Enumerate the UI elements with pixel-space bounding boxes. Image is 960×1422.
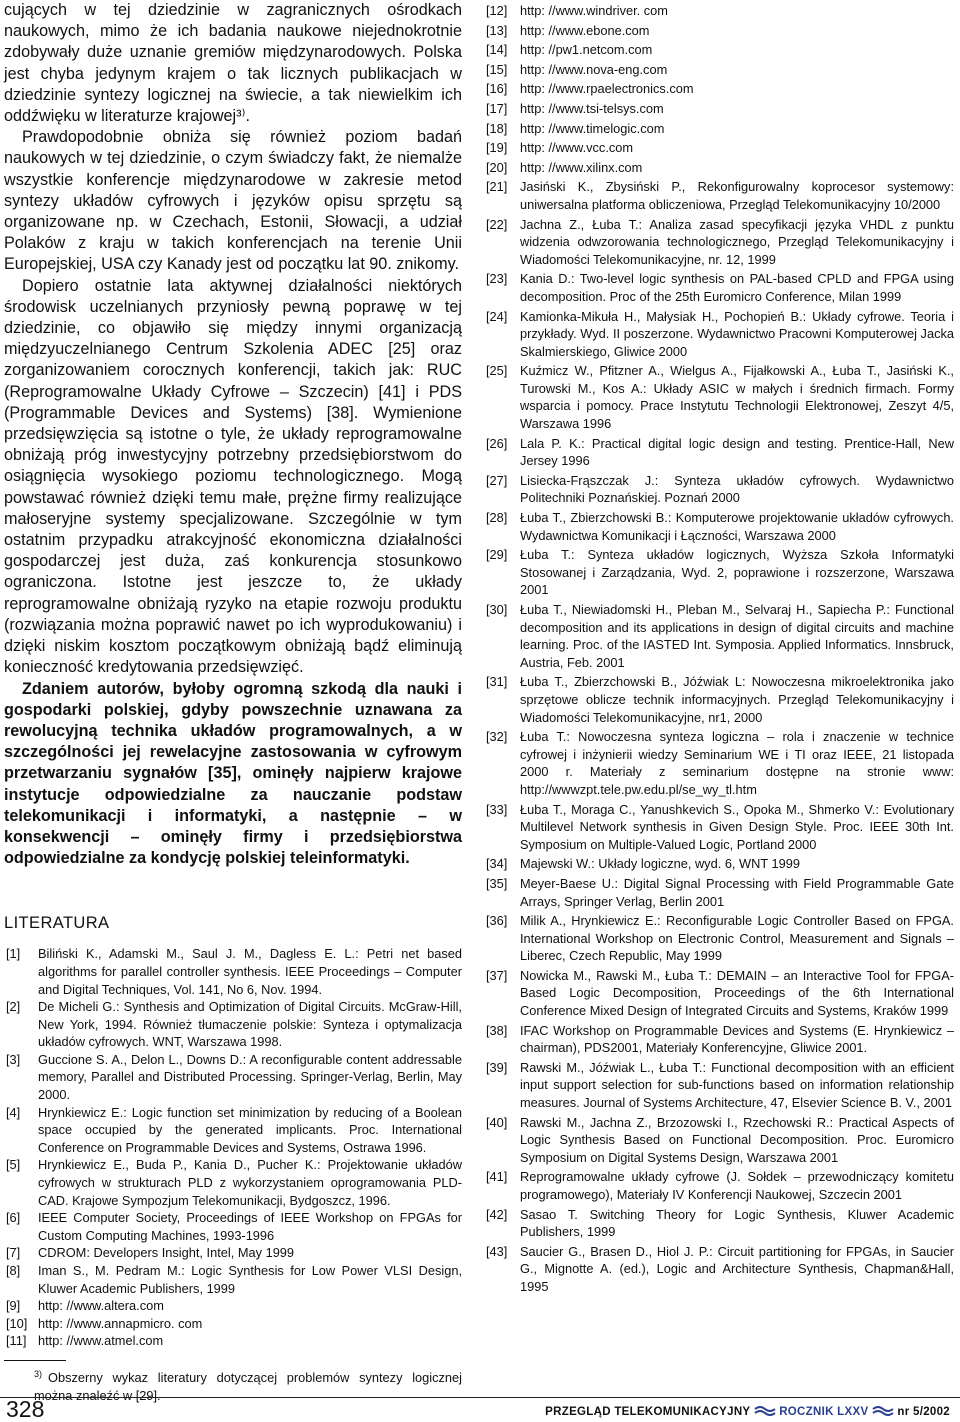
reference-text: Rawski M., Jachna Z., Brzozowski I., Rzechowski R.: Practical Aspects of Logic Synthesis Based on Functional Decomposition. Proc. Euromicro Symposium on Digital Systems Design, Warszawa 2001 xyxy=(520,1114,954,1165)
reference-number: [16] xyxy=(486,81,508,97)
reference-number: [19] xyxy=(486,140,508,156)
reference-text: http: //www.vcc.com xyxy=(520,140,634,156)
reference-number: [40] xyxy=(486,1114,508,1130)
reference-number: [5] xyxy=(6,1157,21,1173)
reference-item xyxy=(486,216,954,269)
reference-number: [41] xyxy=(486,1169,508,1185)
reference-item xyxy=(486,855,954,873)
reference-text: De Micheli G.: Synthesis and Optimization of Digital Circuits. McGraw-Hill, New York, 1994. Również tłumaczenie polskie: Synteza i optymalizacja układów cyfrowych. WNT, Warszawa 1998. xyxy=(38,999,462,1050)
reference-item xyxy=(486,875,954,910)
reference-number: [31] xyxy=(486,674,508,690)
reference-text: http: //www.altera.com xyxy=(38,1298,164,1314)
wave-logo-icon xyxy=(872,1405,894,1420)
reference-text: Sasao T. Switching Theory for Logic Synthesis, Kluwer Academic Publishers, 1999 xyxy=(520,1206,954,1240)
reference-number: [27] xyxy=(486,472,508,488)
reference-number: [10] xyxy=(6,1315,28,1331)
reference-text: http: //www.xilinx.com xyxy=(520,159,643,175)
reference-text: Jasiński K., Zbysiński P., Rekonfigurowalny koprocesor systemowy: uniwersalna platforma obliczeniowa, Przegląd Telekomunikacyjny 10/2000 xyxy=(520,179,954,212)
reference-item xyxy=(486,159,954,177)
reference-number: [8] xyxy=(6,1263,21,1279)
right-column xyxy=(486,0,954,1296)
reference-text: IEEE Computer Society, Proceedings of IEEE Workshop on FPGAs for Custom Computing Machines, 1993-1996 xyxy=(38,1210,462,1243)
footnote-text: Obszerny wykaz literatury dotyczącej problemów syntezy logicznej można znaleźć w [29]. xyxy=(34,1369,462,1403)
reference-text: Meyer-Baese U.: Digital Signal Processing with Field Programmable Gate Arrays, Springer Verlag, Berlin 2001 xyxy=(520,875,954,909)
left-column xyxy=(4,0,462,1404)
reference-number: [7] xyxy=(6,1245,21,1261)
reference-item xyxy=(4,1297,462,1315)
reference-item xyxy=(486,22,954,40)
reference-item xyxy=(486,178,954,213)
reference-list-right xyxy=(486,2,954,1296)
reference-text: Łuba T.: Synteza układów logicznych, Wyższa Szkoła Informatyki Stosowanej i Zarządzania, Wyd. 2, poprawione i rozszerzone, Warszawa 2001 xyxy=(520,547,954,598)
reference-item xyxy=(486,41,954,59)
reference-text: Kamionka-Mikuła H., Małysiak H., Pochopień B.: Układy cyfrowe. Teoria i przykłady. Wyd. II poszerzone. Wydawnictwo Pracowni Komputerowej Jacka Skalmierskiego, Gliwice 2000 xyxy=(520,308,954,359)
reference-text: Kania D.: Two-level logic synthesis on PAL-based CPLD and FPGA using decomposition. Proc of the 25th Euromicro Conference, Milan 1999 xyxy=(520,271,954,304)
reference-number: [37] xyxy=(486,967,508,983)
reference-text: Saucier G., Brasen D., Hiol J. P.: Circuit partitioning for FPGAs, in Saucier G., Mignotte A. (ed.), Logic and Architecture Synthesis, Chapman&Hall, 1995 xyxy=(520,1243,954,1294)
body-paragraph-3: Dopiero ostatnie lata aktywnej działalności niektórych środowisk uczelnianych przyniosły pewną poprawę w tej dziedzinie, co objawiło się między innymi organizacją międzyuczelnianego Centrum Szkolenia ADEC [25] oraz zorganizowaniem corocznych konferencji, takich jak: RUC (Reprogramowalne Układy Cyfrowe – Szczecin) [41] i PDS (Programmable Devices and Systems) [38]. Wymienione przedsięwzięcia są istotne o tyle, że układy reprogramowalne obniżają próg inwestycyjny potrzebny przedsiębiorstwom do osiągnięcia wysokiego poziomu technologicznego. Mogą powstawać również dzięki temu małe, prężne firmy realizujące małoseryjne systemy specjalizowane. Szczególnie w tym ostatnim przypadku atrakcyjność ekonomiczna działalności gospodarczej jest duża, zaś konkurencja stosunkowo ograniczona. Istotne jest jeszcze to, że układy reprogramowalne obniżają ryzyko na etapie rozwoju produktu (rozwiązania można poprawić nawet po ich wyprodukowaniu) i dzięki niskim kosztom początkowym obniżają bądź eliminują konieczność kredytowania przedsięwzięć. xyxy=(4,276,462,677)
reference-item xyxy=(486,509,954,544)
reference-text: CDROM: Developers Insight, Intel, May 1999 xyxy=(38,1245,295,1261)
reference-number: [23] xyxy=(486,271,508,287)
reference-number: [11] xyxy=(6,1333,27,1349)
reference-item xyxy=(486,1059,954,1112)
reference-item xyxy=(486,1168,954,1203)
reference-number: [29] xyxy=(486,547,508,563)
reference-text: http: //www.tsi-telsys.com xyxy=(520,100,664,116)
reference-number: [43] xyxy=(486,1243,508,1259)
wave-logo-icon xyxy=(754,1405,776,1420)
reference-text: Łuba T., Zbierzchowski B., Jóźwiak L: Nowoczesna mikroelektronika jako sprzętowe oblicze technik informacyjnych. Przegląd Telekomunikacyjny i Wiadomości Telekomunikacyjne, nr1, 2000 xyxy=(520,674,954,725)
references-heading: LITERATURA xyxy=(4,914,110,933)
reference-text: http: //pw1.netcom.com xyxy=(520,42,653,58)
reference-item xyxy=(486,912,954,965)
reference-item xyxy=(4,1104,462,1157)
reference-text: http: //www.rpaelectronics.com xyxy=(520,81,694,97)
reference-item xyxy=(4,1315,462,1333)
reference-number: [35] xyxy=(486,875,508,891)
reference-number: [2] xyxy=(6,999,21,1015)
reference-text: http: //www.annapmicro. com xyxy=(38,1315,203,1331)
reference-item xyxy=(486,472,954,507)
reference-item xyxy=(486,362,954,432)
reference-number: [32] xyxy=(486,729,508,745)
reference-text: IFAC Workshop on Programmable Devices and Systems (E. Hrynkiewicz – chairman), PDS2001, Materiały Konferencyjne, Gliwice 2001. xyxy=(520,1022,954,1056)
reference-number: [1] xyxy=(6,946,21,962)
reference-number: [18] xyxy=(486,120,508,136)
reference-text: Rawski M., Jóźwiak L., Łuba T.: Functional decomposition with an efficient input support selection for sub-functions based on information relationship measures. Journal of Systems Architecture, 47, Elsevier Science B. V., 2001 xyxy=(520,1059,954,1111)
reference-text: Guccione S. A., Delon L., Downs D.: A reconfigurable content addressable memory, Parallel and Distributed Processing. Springer-Verlag, Berlin, May 2000. xyxy=(38,1051,462,1103)
reference-text: Nowicka M., Rawski M., Łuba T.: DEMAIN – an Interactive Tool for FPGA-Based Logic Decomposition, Proceedings of the 6th International Conference Mixed Design of Integrated Circuits and Systems, Kraków 1999 xyxy=(520,967,954,1019)
reference-item xyxy=(486,100,954,118)
reference-text: Lisiecka-Frąszczak J.: Synteza układów cyfrowych. Wydawnictwo Politechniki Poznańskiej. Poznań 2000 xyxy=(520,472,954,506)
reference-number: [39] xyxy=(486,1059,508,1075)
journal-issue: nr 5/2002 xyxy=(897,1406,950,1418)
reference-text: http: //www.timelogic.com xyxy=(520,120,665,136)
reference-item xyxy=(486,308,954,361)
reference-text: Łuba T., Moraga C., Yanushkevich S., Opoka M., Shmerko V.: Evolutionary Multilevel Network synthesis in Given Design Style. Proc. IEEE 30th Int. Symposium on Multiple-Valued Logic, Portland 2000 xyxy=(520,801,954,852)
reference-item xyxy=(486,139,954,157)
reference-item xyxy=(4,945,462,998)
reference-list-left xyxy=(4,945,462,1350)
reference-text: Majewski W.: Układy logiczne, wyd. 6, WNT 1999 xyxy=(520,856,800,872)
reference-item xyxy=(4,1244,462,1262)
reference-item xyxy=(486,967,954,1020)
reference-number: [22] xyxy=(486,216,508,232)
reference-number: [13] xyxy=(486,22,508,38)
conclusion-paragraph: Zdaniem autorów, byłoby ogromną szkodą dla nauki i gospodarki polskiej, gdyby powszechnie uznawana za rewolucyjną technika układów programowalnych, a w szczególności jej rewelacyjne zastosowania w cyfrowym przetwarzaniu sygnałów [35], ominęły najpierw krajowe instytucje odpowiedzialne za nauczanie podstaw telekomunikacji i informatyki, a następnie – w konsekwencji – ominęły firmy i przedsiębiorstwa odpowiedzialne za kondycję polskiej teleinformatyki. xyxy=(4,679,462,868)
footnote xyxy=(4,1369,462,1404)
journal-name: PRZEGLĄD TELEKOMUNIKACYJNY xyxy=(545,1406,751,1418)
reference-item xyxy=(486,1022,954,1057)
reference-item xyxy=(4,998,462,1051)
reference-number: [15] xyxy=(486,61,508,77)
reference-number: [33] xyxy=(486,801,508,817)
reference-number: [12] xyxy=(486,3,508,18)
reference-item xyxy=(486,801,954,854)
reference-text: http: //www.windriver. com xyxy=(520,3,668,18)
reference-number: [3] xyxy=(6,1051,21,1067)
reference-text: Kuźmicz W., Pfitzner A., Wielgus A., Fijałkowski A., Łuba T., Jasiński K., Turowski M., Kos A.: Układy ASIC w małych i średnich firmach. Formy wsparcia i pomocy. Prace Instytutu Technologii Elektronowej, Zeszyt 4/5, Warszawa 1996 xyxy=(520,363,954,432)
reference-item xyxy=(4,1156,462,1209)
body-paragraph-2: Prawdopodobnie obniża się również poziom badań naukowych w tej dziedzinie, o czym świadczy fakt, że niemalże wszystkie konferencje międzynarodowe w zakresie metod syntezy układów cyfrowych i języków opisu sprzętu są organizowane np. w Czechach, Estonii, Słowacji, a udział Polaków z kraju w takich konferencjach na terenie Unii Europejskiej, USA czy Kanady jest od początku lat 90. znikomy. xyxy=(4,128,462,274)
reference-item xyxy=(4,1262,462,1297)
reference-number: [34] xyxy=(486,856,508,872)
footnote-mark: 3) xyxy=(34,1368,43,1379)
reference-number: [24] xyxy=(486,308,508,324)
reference-number: [14] xyxy=(486,42,508,58)
reference-text: Hrynkiewicz E., Buda P., Kania D., Pucher K.: Projektowanie układów cyfrowych w strukturach PLD z wykorzystaniem oprogramowania PLD-CAD. Krajowe Sympozjum Telekomunikacji, Bydgoszcz, 1996. xyxy=(38,1157,462,1208)
footnote-divider xyxy=(4,1360,66,1361)
body-paragraph-1: cujących w tej dziedzinie w zagranicznych ośrodkach naukowych, mimo że ich badania naukowe niejednokrotnie zdobywały duże uznanie gremiów międzynarodowych. Polska jest chyba jedynym krajem o tak licznych publikacjach w dziedzinie syntezy logicznej na świecie, a tak niewielkim ich oddźwięku w literaturze krajowej³⁾. xyxy=(4,1,462,126)
journal-footer xyxy=(545,1405,950,1420)
reference-number: [26] xyxy=(486,435,508,451)
reference-item xyxy=(486,435,954,470)
reference-number: [36] xyxy=(486,913,508,929)
reference-number: [4] xyxy=(6,1104,21,1120)
reference-item xyxy=(4,1332,462,1350)
reference-text: http: //www.ebone.com xyxy=(520,22,650,38)
page-number: 328 xyxy=(6,1396,45,1422)
reference-text: http: //www.atmel.com xyxy=(38,1333,164,1349)
reference-item xyxy=(486,120,954,138)
reference-number: [9] xyxy=(6,1298,21,1314)
reference-text: Jachna Z., Łuba T.: Analiza zasad specyfikacji języka VHDL z punktu widzenia odwzorowania technologicznego, Przegląd Telekomunikacyjny i Wiadomości Telekomunikacyjne, nr. 12, 1999 xyxy=(520,216,954,267)
reference-number: [38] xyxy=(486,1022,508,1038)
reference-text: Iman S., M. Pedram M.: Logic Synthesis for Low Power VLSI Design, Kluwer Academic Publishers, 1999 xyxy=(38,1263,462,1296)
reference-item xyxy=(486,61,954,79)
reference-number: [6] xyxy=(6,1210,21,1226)
reference-text: Biliński K., Adamski M., Saul J. M., Dagless E. L.: Petri net based algorithms for parallel controller synthesis. IEEE Proceedings – Computer and Digital Techniques, Vol. 141, No 6, Nov. 1994. xyxy=(38,946,462,997)
reference-item xyxy=(486,546,954,599)
reference-text: Łuba T.: Nowoczesna synteza logiczna – rola i znaczenie w technice cyfrowej i inżynierii wiedzy Seminarium WE i TI oraz IEEE, 21 listopada 2000 r. Materiały z seminarium dostępne na stronie www: http://wwwzpt.tele.pw.edu.pl/se_wy_tl.htm xyxy=(520,729,954,797)
reference-text: Hrynkiewicz E.: Logic function set minimization by reducing of a Boolean space occupied by the generated implicants. Proc. International Conference on Programmable Devices and Systems, Ostrawa 1996. xyxy=(38,1104,462,1155)
reference-item xyxy=(486,1206,954,1241)
reference-number: [30] xyxy=(486,602,508,617)
reference-number: [21] xyxy=(486,179,508,195)
reference-item xyxy=(486,601,954,671)
reference-number: [20] xyxy=(486,159,508,175)
reference-text: Łuba T., Niewiadomski H., Pleban M., Selvaraj H., Sapiecha P.: Functional decomposition and its applications in design of digital circuits and machine learning. Proc. of the IASTED Int. Symposia. Applied Informatics. Innsbruck, Austria, Feb. 2001 xyxy=(520,602,954,670)
reference-number: [42] xyxy=(486,1206,508,1222)
reference-text: http: //www.nova-eng.com xyxy=(520,61,668,77)
reference-text: Milik A., Hrynkiewicz E.: Reconfigurable Logic Controller Based on FPGA. International Workshop on Electronic Control, Measurement and Signals – Liberec, Czech Republic, May 1999 xyxy=(520,913,954,964)
reference-number: [17] xyxy=(486,100,508,116)
reference-item xyxy=(486,270,954,305)
reference-item xyxy=(486,80,954,98)
reference-item xyxy=(486,2,954,20)
reference-item xyxy=(4,1209,462,1244)
reference-number: [28] xyxy=(486,510,508,526)
journal-volume: ROCZNIK LXXV xyxy=(779,1406,869,1418)
reference-text: Lala P. K.: Practical digital logic design and testing. Prentice-Hall, New Jersey 1996 xyxy=(520,435,954,469)
reference-number: [25] xyxy=(486,363,508,379)
reference-text: Reprogramowalne układy cyfrowe (J. Sołdek – przewodniczący komitetu programowego), Materiały IV Konferencji Naukowej, Szczecin 2001 xyxy=(520,1169,954,1202)
reference-item xyxy=(486,1114,954,1167)
reference-item xyxy=(486,673,954,726)
reference-item xyxy=(4,1051,462,1104)
reference-item xyxy=(486,1243,954,1296)
reference-item xyxy=(486,728,954,798)
reference-text: Łuba T., Zbierzchowski B.: Komputerowe projektowanie układów cyfrowych. Wydawnictwa Komunikacji i Łączności, Warszawa 2000 xyxy=(520,510,954,543)
footer-divider xyxy=(0,1397,960,1398)
